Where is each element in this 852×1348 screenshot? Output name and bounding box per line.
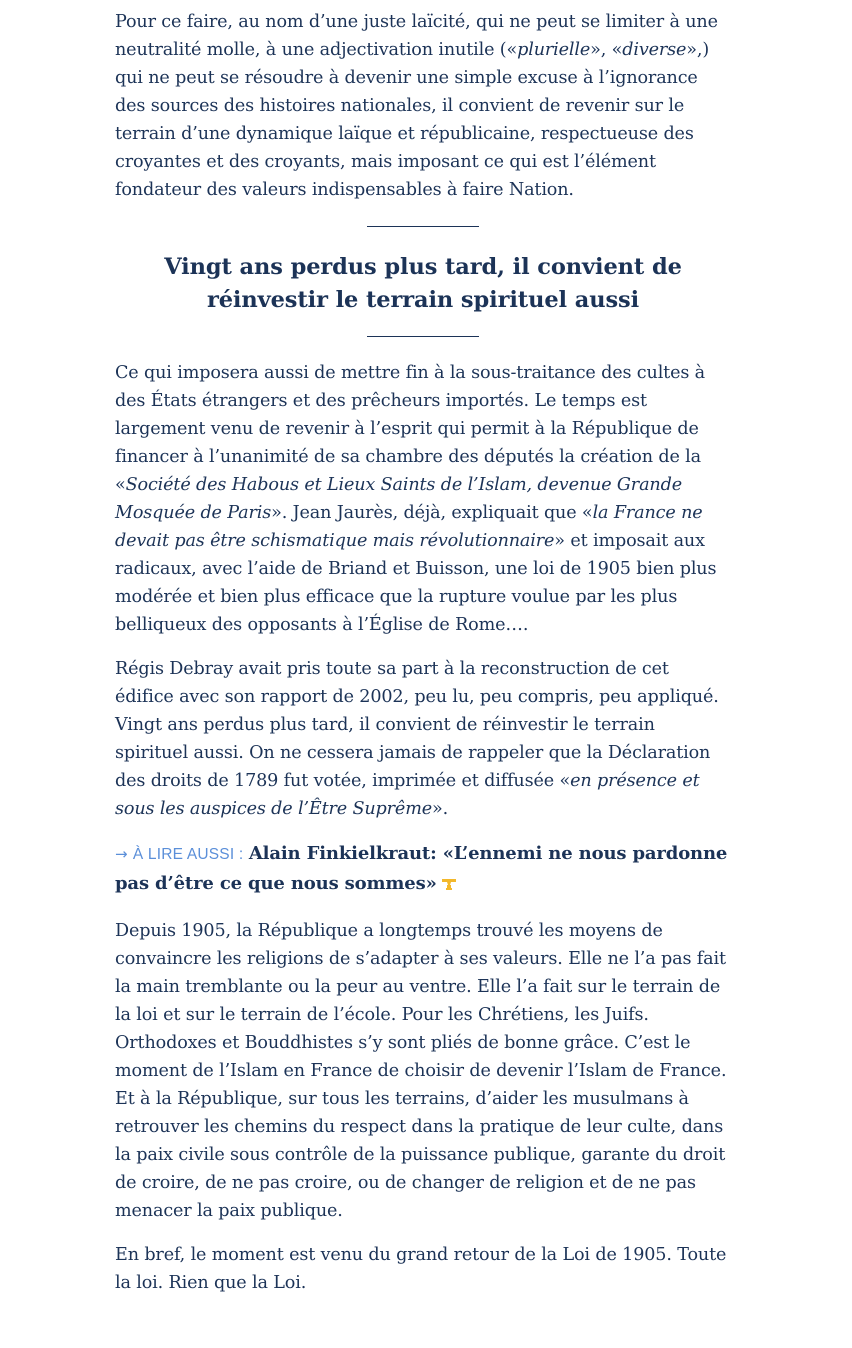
section-subheading: Vingt ans perdus plus tard, il convient de réinvestir le terrain spirituel aussi — [164, 254, 682, 313]
paragraph-debray — [115, 655, 731, 823]
paragraph-laicite — [115, 8, 731, 204]
italic-text: plurielle — [517, 40, 591, 60]
italic-text: la France ne devait pas être schismatique mais révolutionnaire — [115, 503, 703, 551]
text: ». — [432, 799, 449, 819]
italic-text: en présence et sous les auspices de l’Être Suprême — [115, 771, 700, 819]
paragraph-depuis-1905: Depuis 1905, la République a longtemps trouvé les moyens de convaincre les religions de s’adapter à ses valeurs. Elle ne l’a pas fait la main tremblante ou la peur au ventre. Elle l’a fait sur le terrain de la loi et sur le terrain de l’école. Pour les Chrétiens, les Juifs. Orthodoxes et Bouddhistes s’y sont pliés de bonne grâce. C’est le moment de l’Islam en France de choisir de devenir l’Islam de France. Et à la République, sur tous les terrains, d’aider les musulmans à retrouver les chemins du respect dans la pratique de leur culte, dans la paix civile sous contrôle de la puissance publique, garante du droit de croire, de ne pas croire, ou de changer de religion et de ne pas menacer la paix publique. — [115, 921, 727, 1221]
text: Régis Debray avait pris toute sa part à la reconstruction de cet édifice avec son rapport de 2002, peu lu, peu compris, peu appliqué. Vingt ans perdus plus tard, il convient de réinvestir le terrain spirituel aussi. On ne cessera jamais de rappeler que la Déclaration des droits de 1789 fut votée, imprimée et diffusée « — [115, 659, 719, 791]
read-also-label: À LIRE AUSSI : — [132, 846, 244, 863]
text: »,) qui ne peut se résoudre à devenir une simple excuse à l’ignorance des sources des histoires nationales, il convient de revenir sur le terrain d’une dynamique laïque et républicaine, respectueuse des croyantes et des croyants, mais imposant ce qui est l’élément fondateur des valeurs indispensables à faire Nation. — [115, 40, 710, 200]
article-body — [115, 8, 731, 1313]
paragraph-conclusion: En bref, le moment est venu du grand retour de la Loi de 1905. Toute la loi. Rien que la Loi. — [115, 1245, 727, 1293]
text: », « — [590, 40, 623, 60]
text: Ce qui imposera aussi de mettre fin à la sous-traitance des cultes à des États étrangers et des prêcheurs importés. Le temps est largement venu de revenir à l’esprit qui permit à la République de financer à l’unanimité de sa chambre des députés la création de la « — [115, 363, 706, 495]
paragraph-cultes — [115, 359, 731, 639]
text: ». Jean Jaurès, déjà, expliquait que « — [271, 503, 593, 523]
section-divider-bottom — [367, 336, 479, 337]
read-also-link[interactable]: Alain Finkielkraut: «L’ennemi ne nous pardonne pas d’être ce que nous sommes» — [115, 843, 728, 894]
arrow-right-icon: → — [115, 845, 128, 863]
section-divider-top — [367, 226, 479, 227]
italic-text: Société des Habous et Lieux Saints de l’Islam, devenue Grande Mosquée de Paris — [115, 475, 682, 523]
text: » et imposait aux radicaux, avec l’aide de Briand et Buisson, une loi de 1905 bien plus modérée et bien plus efficace que la rupture voulue par les plus belliqueux des opposants à l’Église de Rome…. — [115, 531, 717, 635]
read-also-block — [115, 839, 731, 901]
italic-text: diverse — [622, 40, 687, 60]
text: Pour ce faire, au nom d’une juste laïcité, qui ne peut se limiter à une neutralité molle, à une adjectivation inutile (« — [115, 12, 718, 60]
premium-icon — [441, 872, 457, 901]
